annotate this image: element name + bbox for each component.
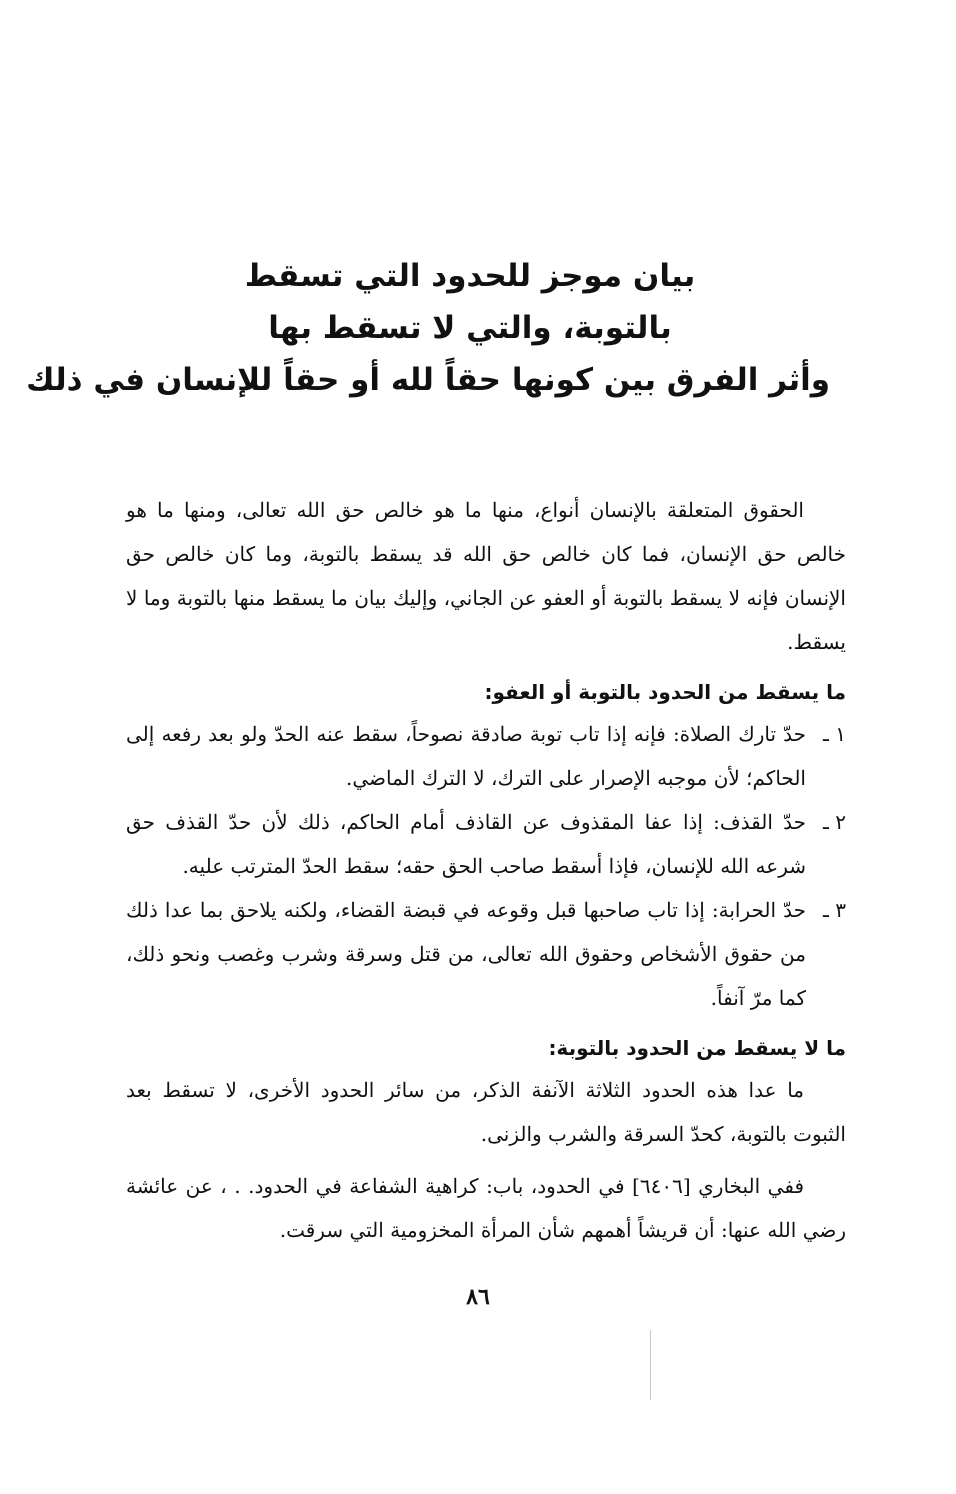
chapter-title-line-3: وأثر الفرق بين كونها حقاً لله أو حقاً للإنسان في ذلك (26, 362, 830, 398)
section-heading-drops: ما يسقط من الحدود بالتوبة أو العفو: (484, 680, 846, 704)
chapter-title-line-1: بيان موجز للحدود التي تسقط (244, 258, 696, 294)
list-number: ٣ ـ (823, 898, 846, 922)
list-number: ١ ـ (823, 722, 846, 746)
list-item-2 (126, 800, 846, 888)
body-text (126, 488, 846, 1252)
list-number: ٢ ـ (823, 810, 846, 834)
section-heading-not-drops: ما لا يسقط من الحدود بالتوبة: (548, 1036, 846, 1060)
section-2-paragraph: ما عدا هذه الحدود الثلاثة الآنفة الذكر، من سائر الحدود الأخرى، لا تسقط بعد الثبوت بالتوبة، كحدّ السرقة والشرب والزنى. (126, 1078, 846, 1146)
list-item-text: حدّ القذف: إذا عفا المقذوف عن القاذف أمام الحاكم، ذلك لأن حدّ القذف حق شرعه الله للإنسان، فإذا أسقط صاحب الحق حقه؛ سقط الحدّ المترتب عليه. (126, 810, 806, 878)
page-number: ٨٦ (466, 1284, 490, 1310)
list-item-text: حدّ تارك الصلاة: فإنه إذا تاب توبة صادقة نصوحاً، سقط عنه الحدّ ولو بعد رفعه إلى الحاكم؛ لأن موجبه الإصرار على الترك، لا الترك الماضي. (126, 722, 806, 790)
closing-paragraph: ففي البخاري [٦٤٠٦] في الحدود، باب: كراهية الشفاعة في الحدود. . ، عن عائشة رضي الله عنها: أن قريشاً أهمهم شأن المرأة المخزومية التي سرقت. (126, 1174, 846, 1242)
list-item-text: حدّ الحرابة: إذا تاب صاحبها قبل وقوعه في قبضة القضاء، ولكنه يلاحق بما عدا ذلك من حقوق الأشخاص وحقوق الله تعالى، من قتل وسرقة وشرب وغصب ونحو ذلك، كما مرّ آنفاً. (126, 898, 806, 1010)
chapter-title (26, 250, 830, 406)
list-item-1 (126, 712, 846, 800)
scan-artifact-line (650, 1330, 651, 1400)
chapter-title-line-2: بالتوبة، والتي لا تسقط بها (268, 310, 672, 346)
list-item-3 (126, 888, 846, 1020)
intro-paragraph: الحقوق المتعلقة بالإنسان أنواع، منها ما هو خالص حق الله تعالى، ومنها ما هو خالص حق الإنسان، فما كان خالص حق الله قد يسقط بالتوبة، وما كان خالص حق الإنسان فإنه لا يسقط بالتوبة أو العفو عن الجاني، وإليك بيان ما يسقط منها بالتوبة وما لا يسقط. (126, 498, 846, 654)
